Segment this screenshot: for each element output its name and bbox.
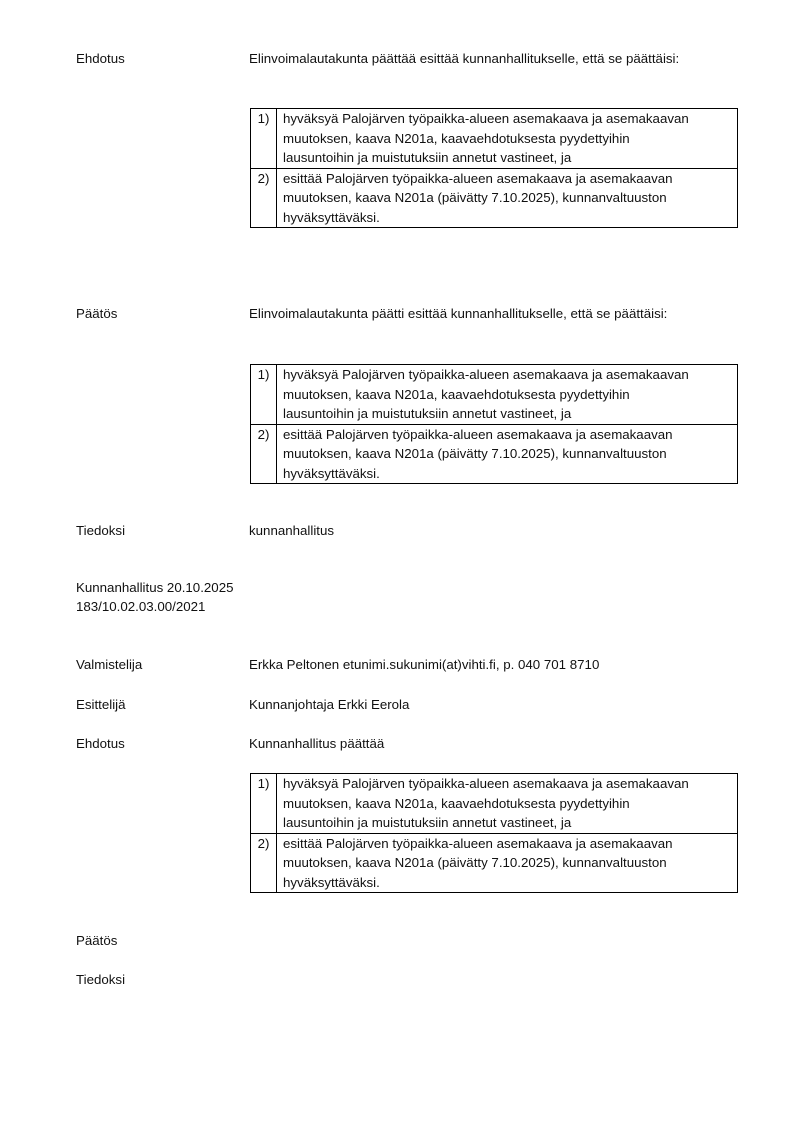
paatos-text: Elinvoimalautakunta päätti esittää kunnanhallitukselle, että se päättäisi: <box>249 306 668 321</box>
item-line: lausuntoihin ja muistutuksiin annetut vastineet, ja <box>283 815 572 830</box>
item-text <box>277 109 738 169</box>
item-line: hyväksyä Palojärven työpaikka-alueen asemakaava ja asemakaavan <box>283 367 689 382</box>
item-number: 1) <box>251 774 277 834</box>
item-line: lausuntoihin ja muistutuksiin annetut vastineet, ja <box>283 150 572 165</box>
table-row <box>251 365 738 425</box>
item-number: 2) <box>251 168 277 228</box>
item-line: lausuntoihin ja muistutuksiin annetut vastineet, ja <box>283 406 572 421</box>
item-text <box>277 168 738 228</box>
item-number: 1) <box>251 109 277 169</box>
ehdotus-text: Elinvoimalautakunta päättää esittää kunnanhallitukselle, että se päättäisi: <box>249 51 680 66</box>
item-line: hyväksyä Palojärven työpaikka-alueen asemakaava ja asemakaavan <box>283 776 689 791</box>
item-line: muutoksen, kaava N201a (päivätty 7.10.2025), kunnanvaltuuston <box>283 855 667 870</box>
item-line: muutoksen, kaava N201a (päivätty 7.10.2025), kunnanvaltuuston <box>283 190 667 205</box>
ehdotus-text-2: Kunnanhallitus päättää <box>249 736 385 751</box>
item-line: esittää Palojärven työpaikka-alueen asemakaava ja asemakaavan <box>283 835 673 851</box>
item-line: hyväksyttäväksi. <box>283 465 380 481</box>
item-line: hyväksyttäväksi. <box>283 209 380 225</box>
item-line: esittää Palojärven työpaikka-alueen asemakaava ja asemakaavan <box>283 170 673 186</box>
tiedoksi-label: Tiedoksi <box>76 523 126 538</box>
table-row <box>251 774 738 834</box>
paatos-label: Päätös <box>76 306 118 321</box>
table-row <box>251 109 738 169</box>
item-text <box>277 424 738 484</box>
item-number: 2) <box>251 424 277 484</box>
ehdotus-items-table-2 <box>250 773 738 893</box>
tiedoksi-label-2: Tiedoksi <box>76 972 126 987</box>
item-line: muutoksen, kaava N201a, kaavaehdotuksesta pyydettyihin <box>283 130 630 146</box>
item-line: hyväksyttäväksi. <box>283 874 380 890</box>
valmistelija-label: Valmistelija <box>76 657 143 672</box>
table-row <box>251 833 738 893</box>
item-line: esittää Palojärven työpaikka-alueen asemakaava ja asemakaavan <box>283 426 673 442</box>
item-text <box>277 774 738 834</box>
ehdotus-label-2: Ehdotus <box>76 736 125 751</box>
ehdotus-label: Ehdotus <box>76 51 125 66</box>
item-number: 1) <box>251 365 277 425</box>
item-number: 2) <box>251 833 277 893</box>
item-text <box>277 365 738 425</box>
esittelija-label: Esittelijä <box>76 697 126 712</box>
item-line: muutoksen, kaava N201a (päivätty 7.10.2025), kunnanvaltuuston <box>283 446 667 461</box>
tiedoksi-text: kunnanhallitus <box>249 523 335 538</box>
esittelija-text: Kunnanjohtaja Erkki Eerola <box>249 697 410 712</box>
paatos-label-2: Päätös <box>76 933 118 948</box>
table-row <box>251 168 738 228</box>
item-line: muutoksen, kaava N201a, kaavaehdotuksesta pyydettyihin <box>283 795 630 811</box>
table-row <box>251 424 738 484</box>
case-number: 183/10.02.03.00/2021 <box>76 599 206 614</box>
item-line: hyväksyä Palojärven työpaikka-alueen asemakaava ja asemakaavan <box>283 111 689 126</box>
valmistelija-text: Erkka Peltonen etunimi.sukunimi(at)vihti.fi, p. 040 701 8710 <box>249 657 600 672</box>
item-line: muutoksen, kaava N201a, kaavaehdotuksesta pyydettyihin <box>283 386 630 402</box>
paatos-items-table <box>250 364 738 484</box>
meeting-heading: Kunnanhallitus 20.10.2025 <box>76 580 234 595</box>
item-text <box>277 833 738 893</box>
ehdotus-items-table <box>250 108 738 228</box>
